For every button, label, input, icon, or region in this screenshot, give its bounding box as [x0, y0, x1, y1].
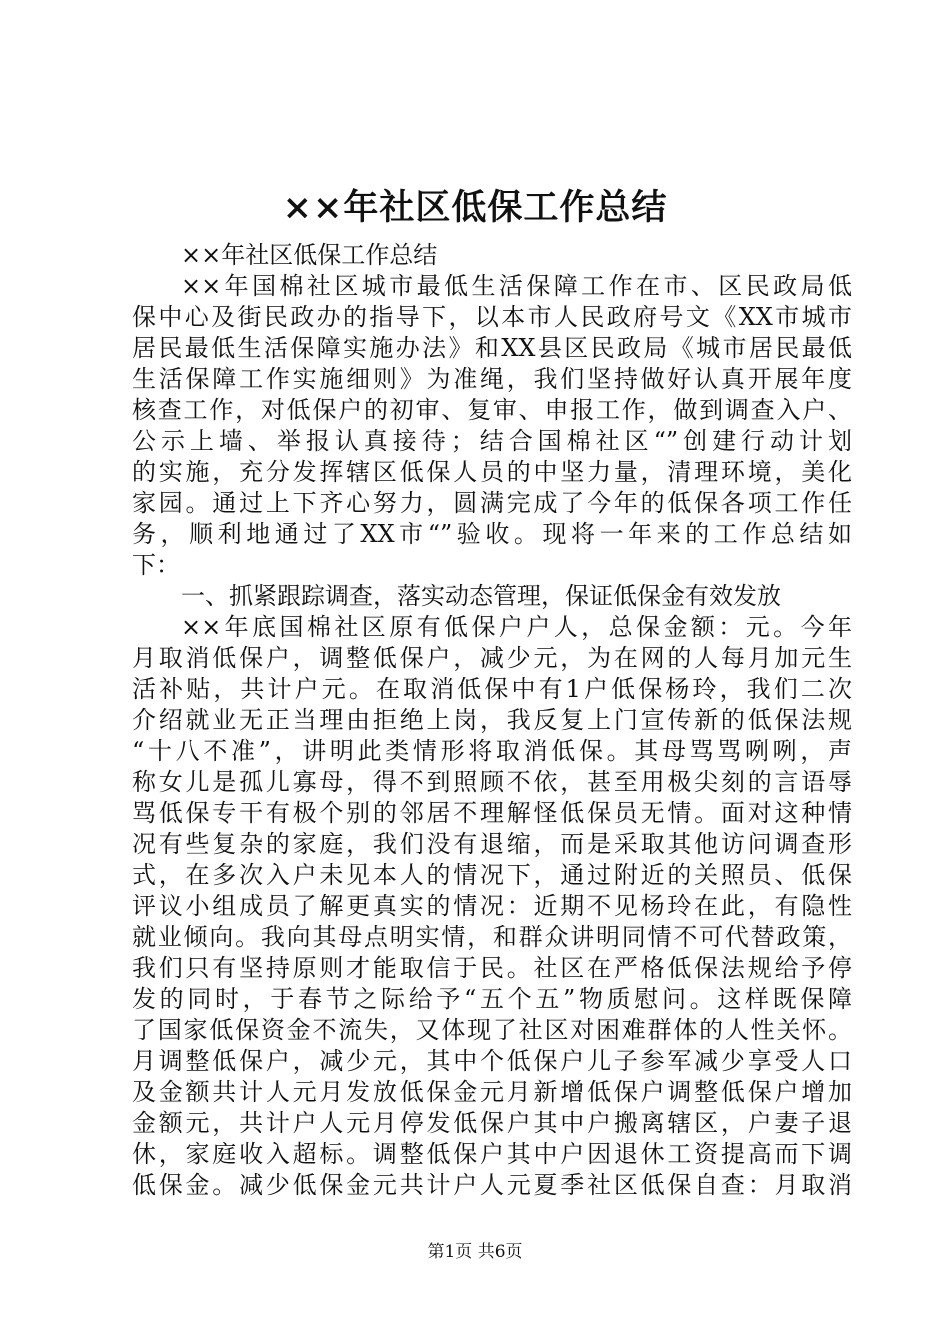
- paragraph-line: 式，在多次入户未见本人的情况下，通过附近的关照员、低保: [132, 861, 852, 889]
- paragraph-line: 活补贴，共计户元。在取消低保中有1户低保杨玲，我们二次: [132, 675, 852, 703]
- paragraph-line: ××年社区低保工作总结: [181, 241, 438, 269]
- section-heading: 一、抓紧跟踪调查，落实动态管理，保证低保金有效发放: [181, 582, 781, 610]
- paragraph-line: 生活保障工作实施细则》为准绳，我们坚持做好认真开展年度: [132, 365, 852, 393]
- paragraph-line: 称女儿是孤儿寡母，得不到照顾不依，甚至用极尖刻的言语辱: [132, 768, 852, 796]
- page-title: ××年社区低保工作总结: [282, 187, 668, 228]
- page-number-footer: 第1页 共6页: [427, 1242, 523, 1262]
- paragraph-line: 我们只有坚持原则才能取信于民。社区在严格低保法规给予停: [132, 954, 852, 982]
- paragraph-line: 务，顺利地通过了XX市“”验收。现将一年来的工作总结如: [132, 520, 852, 548]
- document-body: [132, 240, 852, 1201]
- paragraph-line: 休，家庭收入超标。调整低保户其中户因退休工资提高而下调: [132, 1140, 852, 1168]
- paragraph-line: 评议小组成员了解更真实的情况：近期不见杨玲在此，有隐性: [132, 892, 852, 920]
- paragraph-line: 月调整低保户，减少元，其中个低保户儿子参军减少享受人口: [132, 1047, 852, 1075]
- paragraph-line: 居民最低生活保障实施办法》和XX县区民政局《城市居民最低: [132, 334, 852, 362]
- paragraph-line: 下：: [132, 551, 180, 579]
- paragraph-line: 骂低保专干有极个别的邻居不理解怪低保员无情。面对这种情: [132, 799, 852, 827]
- paragraph-line: ××年国棉社区城市最低生活保障工作在市、区民政局低: [181, 272, 852, 300]
- paragraph-line: 及金额共计人元月发放低保金元月新增低保户调整低保户增加: [132, 1078, 852, 1106]
- paragraph-line: “十八不准”，讲明此类情形将取消低保。其母骂骂咧咧，声: [132, 737, 852, 765]
- paragraph-line: 公示上墙、举报认真接待；结合国棉社区“”创建行动计划: [132, 427, 852, 455]
- paragraph-line: 了国家低保资金不流失，又体现了社区对困难群体的人性关怀。: [132, 1016, 852, 1044]
- paragraph-line: 家园。通过上下齐心努力，圆满完成了今年的低保各项工作任: [132, 489, 852, 517]
- paragraph-line: 月取消低保户，调整低保户，减少元，为在网的人每月加元生: [132, 644, 852, 672]
- paragraph-line: 的实施，充分发挥辖区低保人员的中坚力量，清理环境，美化: [132, 458, 852, 486]
- paragraph-line: 介绍就业无正当理由拒绝上岗，我反复上门宣传新的低保法规: [132, 706, 852, 734]
- paragraph-line: ××年底国棉社区原有低保户户人，总保金额：元。今年: [181, 613, 852, 641]
- paragraph-line: 核查工作，对低保户的初审、复审、申报工作，做到调查入户、: [132, 396, 852, 424]
- paragraph-line: 保中心及街民政办的指导下，以本市人民政府号文《XX市城市: [132, 303, 852, 331]
- paragraph-line: 金额元，共计户人元月停发低保户其中户搬离辖区，户妻子退: [132, 1109, 852, 1137]
- paragraph-line: 发的同时，于春节之际给予“五个五”物质慰问。这样既保障: [132, 985, 852, 1013]
- paragraph-line: 就业倾向。我向其母点明实情，和群众讲明同情不可代替政策，: [132, 923, 852, 951]
- paragraph-line: 低保金。减少低保金元共计户人元夏季社区低保自查：月取消: [132, 1171, 852, 1199]
- paragraph-line: 况有些复杂的家庭，我们没有退缩，而是采取其他访问调查形: [132, 830, 852, 858]
